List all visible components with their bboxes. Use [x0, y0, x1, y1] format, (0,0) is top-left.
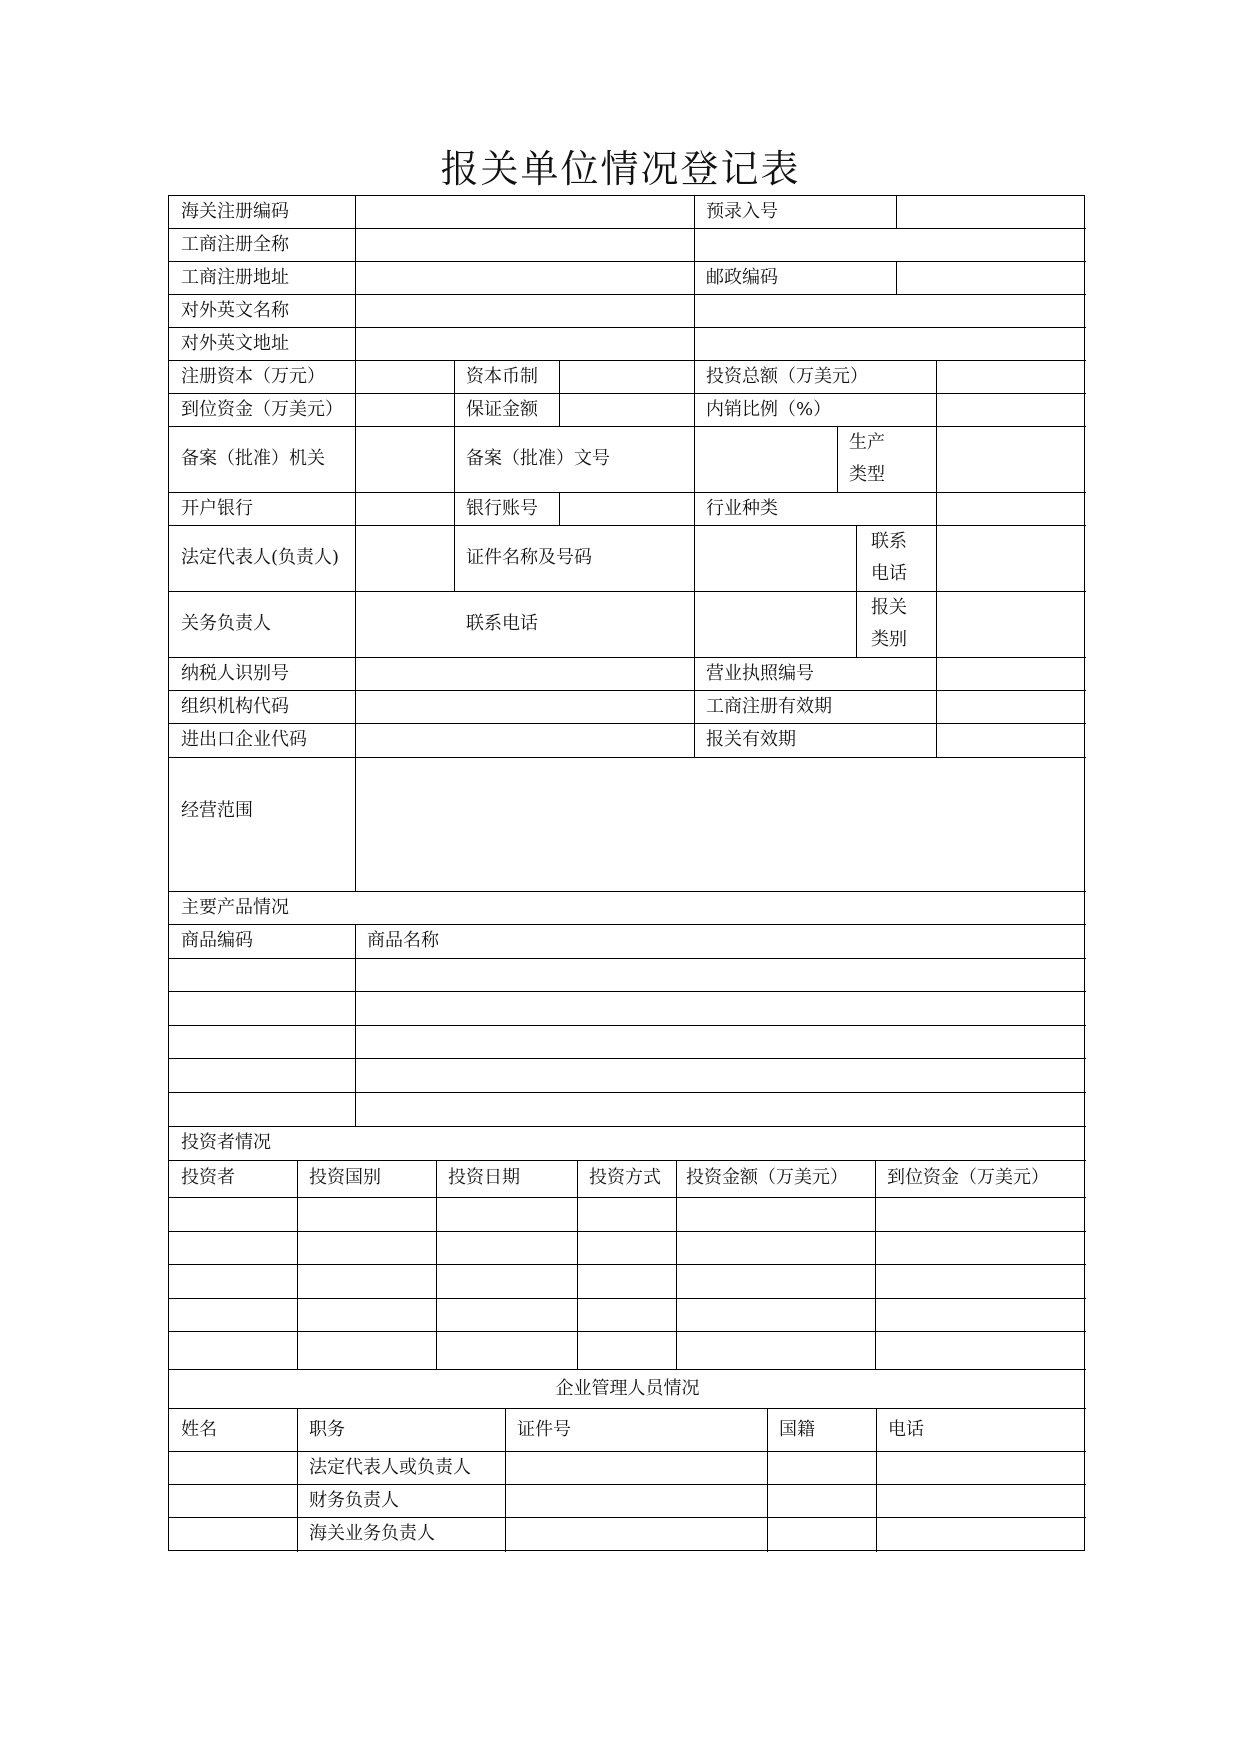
col-divider: [856, 525, 857, 657]
col-divider: [355, 924, 356, 1126]
row-divider: [169, 958, 1086, 959]
row-divider: [169, 1484, 1086, 1485]
row-divider: [169, 426, 1086, 427]
row-divider: [169, 261, 1086, 262]
row-divider: [169, 1025, 1086, 1026]
capital-currency-label: 资本币制: [466, 366, 538, 387]
declaration-type-label: 报关: [871, 597, 907, 618]
production-type-label: 生产: [849, 432, 885, 453]
col-divider: [767, 1408, 768, 1552]
nationality-header: 国籍: [779, 1419, 815, 1440]
filing-doc-no-label: 备案（批准）文号: [466, 448, 610, 469]
row-divider: [169, 1126, 1086, 1127]
bank-label: 开户银行: [181, 498, 253, 519]
row-divider: [169, 1369, 1086, 1370]
license-no-label: 营业执照编号: [706, 663, 814, 684]
ie-enterprise-code-label: 进出口企业代码: [181, 729, 307, 750]
position-customs-manager: 海关业务负责人: [309, 1523, 435, 1544]
business-scope-label: 经营范围: [181, 800, 253, 821]
biz-reg-validity-label: 工商注册有效期: [706, 696, 832, 717]
row-divider: [169, 1298, 1086, 1299]
row-divider: [169, 360, 1086, 361]
investment-method-header: 投资方式: [589, 1167, 661, 1188]
col-divider: [936, 360, 937, 757]
declaration-type-label: 类别: [871, 629, 907, 650]
contact-phone-label: 联系电话: [466, 613, 538, 634]
management-section-title: 企业管理人员情况: [555, 1378, 700, 1399]
id-doc-label: 证件名称及号码: [466, 547, 592, 568]
position-finance-manager: 财务负责人: [309, 1490, 399, 1511]
col-divider: [297, 1160, 298, 1369]
row-divider: [169, 327, 1086, 328]
industry-type-label: 行业种类: [706, 498, 778, 519]
row-divider: [169, 228, 1086, 229]
english-name-label: 对外英文名称: [181, 300, 289, 321]
col-divider: [297, 1408, 298, 1552]
row-divider: [169, 1264, 1086, 1265]
id-no-header: 证件号: [517, 1419, 571, 1440]
row-divider: [169, 294, 1086, 295]
col-divider: [436, 1160, 437, 1369]
bank-account-label: 银行账号: [466, 498, 538, 519]
product-code-header: 商品编码: [181, 930, 253, 951]
col-divider: [559, 492, 560, 525]
row-divider: [169, 393, 1086, 394]
filing-authority-label: 备案（批准）机关: [181, 448, 325, 469]
product-name-header: 商品名称: [367, 930, 439, 951]
col-divider: [896, 261, 897, 294]
name-header: 姓名: [181, 1419, 217, 1440]
page-title: 报关单位情况登记表: [440, 147, 801, 191]
org-code-label: 组织机构代码: [181, 696, 289, 717]
row-divider: [169, 690, 1086, 691]
row-divider: [169, 657, 1086, 658]
row-divider: [169, 1408, 1086, 1409]
col-divider: [837, 426, 838, 492]
position-legal-rep: 法定代表人或负责人: [309, 1457, 471, 1478]
col-divider: [896, 196, 897, 228]
biz-reg-address-label: 工商注册地址: [181, 267, 289, 288]
customs-manager-label: 关务负责人: [181, 613, 271, 634]
col-divider: [355, 757, 356, 891]
guarantee-amount-label: 保证金额: [466, 399, 538, 420]
products-section-title: 主要产品情况: [181, 897, 289, 918]
declaration-validity-label: 报关有效期: [706, 729, 796, 750]
col-divider: [876, 1408, 877, 1552]
row-divider: [169, 492, 1086, 493]
registered-capital-label: 注册资本（万元）: [181, 366, 325, 387]
col-divider: [355, 196, 356, 757]
investors-section-title: 投资者情况: [181, 1132, 271, 1153]
investor-paid-in-header: 到位资金（万美元）: [887, 1167, 1049, 1188]
domestic-sales-ratio-label: 内销比例（%）: [706, 399, 832, 420]
col-divider: [454, 360, 455, 591]
row-divider: [169, 757, 1086, 758]
col-divider: [505, 1408, 506, 1552]
col-divider: [694, 196, 695, 757]
total-investment-label: 投资总额（万美元）: [706, 366, 868, 387]
contact-phone-label: 联系: [871, 531, 907, 552]
row-divider: [169, 891, 1086, 892]
row-divider: [169, 1160, 1086, 1161]
col-divider: [577, 1160, 578, 1369]
biz-reg-name-label: 工商注册全称: [181, 234, 289, 255]
row-divider: [169, 1517, 1086, 1518]
legal-rep-label: 法定代表人(负责人): [181, 547, 340, 568]
col-divider: [875, 1160, 876, 1369]
pre-entry-no-label: 预录入号: [706, 201, 778, 222]
position-header: 职务: [309, 1419, 345, 1440]
investment-date-header: 投资日期: [448, 1167, 520, 1188]
production-type-label: 类型: [849, 464, 885, 485]
row-divider: [169, 1331, 1086, 1332]
row-divider: [169, 1092, 1086, 1093]
row-divider: [169, 723, 1086, 724]
registration-form: [168, 195, 1085, 1551]
col-divider: [559, 360, 560, 426]
row-divider: [169, 1058, 1086, 1059]
paid-in-capital-label: 到位资金（万美元）: [181, 399, 343, 420]
investment-amount-header: 投资金额（万美元）: [686, 1167, 848, 1188]
taxpayer-id-label: 纳税人识别号: [181, 663, 289, 684]
postal-code-label: 邮政编码: [706, 267, 778, 288]
customs-reg-code-label: 海关注册编码: [181, 201, 289, 222]
col-divider: [676, 1160, 677, 1369]
row-divider: [169, 525, 1086, 526]
contact-phone-label: 电话: [871, 563, 907, 584]
row-divider: [169, 991, 1086, 992]
investment-country-header: 投资国别: [309, 1167, 381, 1188]
row-divider: [169, 924, 1086, 925]
phone-header: 电话: [888, 1419, 924, 1440]
row-divider: [169, 1451, 1086, 1452]
investor-header: 投资者: [181, 1167, 235, 1188]
row-divider: [169, 591, 1086, 592]
row-divider: [169, 1231, 1086, 1232]
row-divider: [169, 1197, 1086, 1198]
english-address-label: 对外英文地址: [181, 333, 289, 354]
